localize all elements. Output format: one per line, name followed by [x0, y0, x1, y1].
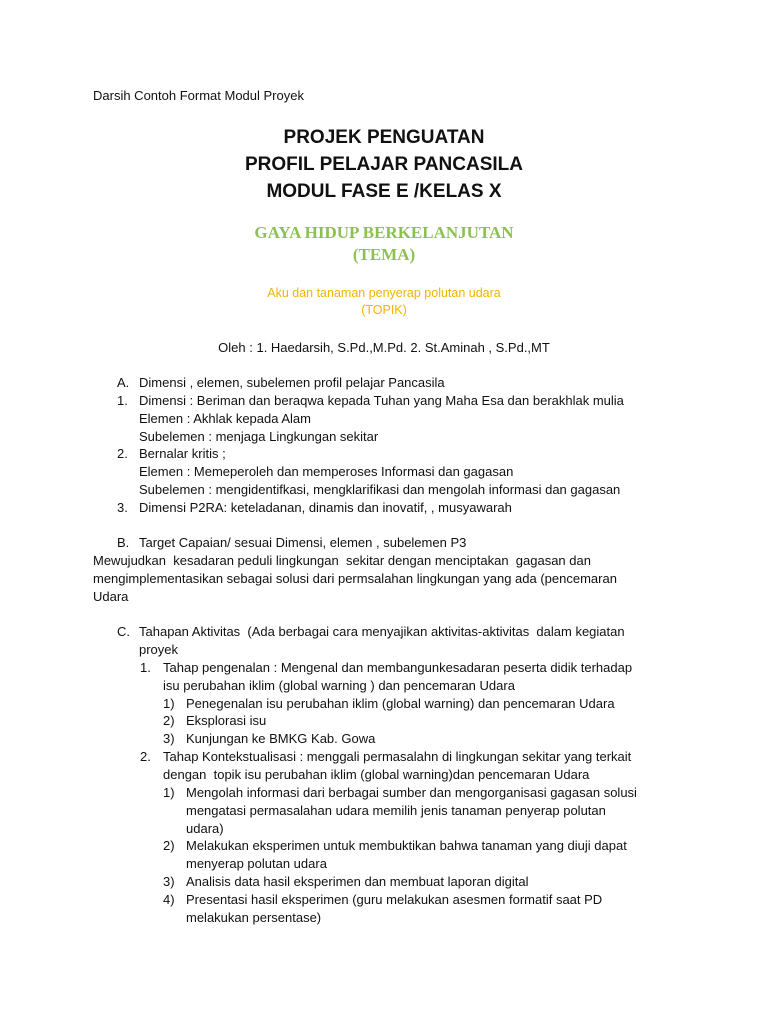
list-item-line: Elemen : Akhlak kepada Alam: [139, 411, 311, 426]
sub-marker: 2): [163, 838, 175, 853]
stage-line: isu perubahan iklim (global warning ) dan pencemaran Udara: [163, 678, 515, 693]
theme-label: (TEMA): [352, 245, 416, 264]
sub-item-line: mengatasi permasalahan udara memilih jenis tanaman penyerap polutan: [186, 803, 606, 818]
sub-item-line: Eksplorasi isu: [186, 713, 267, 728]
sub-marker: 1): [163, 785, 175, 800]
list-item-line: Elemen : Memeperoleh dan memperoses Informasi dan gagasan: [139, 464, 514, 479]
list-item-line: Bernalar kritis ;: [139, 446, 226, 461]
sub-item-line: Melakukan eksperimen untuk membuktikan bahwa tanaman yang diuji dapat: [186, 838, 627, 853]
list-marker: 2.: [117, 446, 128, 461]
header-note: Darsih Contoh Format Modul Proyek: [93, 88, 304, 103]
title-block: [0, 124, 768, 205]
title-line: MODUL FASE E /KELAS X: [266, 181, 502, 202]
sub-marker: 2): [163, 713, 175, 728]
paragraph-line: mengimplementasikan sebagai solusi dari permsalahan lingkungan yang ada (pencemaran: [93, 571, 617, 586]
list-item-line: Subelemen : mengidentifkasi, mengklarifikasi dan mengolah informasi dan gagasan: [139, 482, 621, 497]
section-heading: Target Capaian/ sesuai Dimensi, elemen , subelemen P3: [139, 535, 467, 550]
stage-marker: 2.: [140, 749, 151, 764]
section-heading: proyek: [139, 642, 179, 657]
sub-item-line: Presentasi hasil eksperimen (guru melakukan asesmen formatif saat PD: [186, 892, 603, 907]
topic-title: Aku dan tanaman penyerap polutan udara: [267, 286, 501, 300]
stage-line: Tahap Kontekstualisasi : menggali permasalahn di lingkungan sekitar yang terkait: [163, 749, 632, 764]
sub-item-line: Analisis data hasil eksperimen dan membuat laporan digital: [186, 874, 529, 889]
sub-item-line: Kunjungan ke BMKG Kab. Gowa: [186, 731, 376, 746]
stage-line: Tahap pengenalan : Mengenal dan membangunkesadaran peserta didik terhadap: [163, 660, 633, 675]
list-item-line: Subelemen : menjaga Lingkungan sekitar: [139, 429, 379, 444]
title-line: PROJEK PENGUATAN: [283, 127, 485, 148]
title-line: PROFIL PELAJAR PANCASILA: [245, 154, 523, 175]
author-line: Oleh : 1. Haedarsih, S.Pd.,M.Pd. 2. St.Aminah , S.Pd.,MT: [218, 340, 550, 355]
sub-item-line: melakukan persentase): [186, 910, 322, 925]
sub-item-line: udara): [186, 821, 224, 836]
section-heading: Dimensi , elemen, subelemen profil pelajar Pancasila: [139, 375, 445, 390]
sub-marker: 3): [163, 731, 175, 746]
section-marker: C.: [117, 624, 130, 639]
paragraph-line: Udara: [93, 589, 129, 604]
topic-block: [0, 285, 768, 319]
topic-label: (TOPIK): [361, 303, 407, 317]
section-heading: Tahapan Aktivitas (Ada berbagai cara menyajikan aktivitas-aktivitas dalam kegiatan: [139, 624, 625, 639]
section-marker: A.: [117, 375, 130, 390]
theme-block: [0, 222, 768, 266]
list-item-line: Dimensi P2RA: keteladanan, dinamis dan inovatif, , musyawarah: [139, 500, 512, 515]
sub-marker: 4): [163, 892, 175, 907]
section-marker: B.: [117, 535, 130, 550]
list-marker: 3.: [117, 500, 128, 515]
stage-line: dengan topik isu perubahan iklim (global warning)dan pencemaran Udara: [163, 767, 590, 782]
sub-item-line: Mengolah informasi dari berbagai sumber dan mengorganisasi gagasan solusi: [186, 785, 637, 800]
sub-item-line: Penegenalan isu perubahan iklim (global warning) dan pencemaran Udara: [186, 696, 615, 711]
sub-marker: 1): [163, 696, 175, 711]
paragraph-line: Mewujudkan kesadaran peduli lingkungan sekitar dengan menciptakan gagasan dan: [93, 553, 591, 568]
theme-title: GAYA HIDUP BERKELANJUTAN: [254, 223, 514, 242]
sub-item-line: menyerap polutan udara: [186, 856, 327, 871]
list-marker: 1.: [117, 393, 128, 408]
list-item-line: Dimensi : Beriman dan beraqwa kepada Tuhan yang Maha Esa dan berakhlak mulia: [139, 393, 624, 408]
stage-marker: 1.: [140, 660, 151, 675]
sub-marker: 3): [163, 874, 175, 889]
